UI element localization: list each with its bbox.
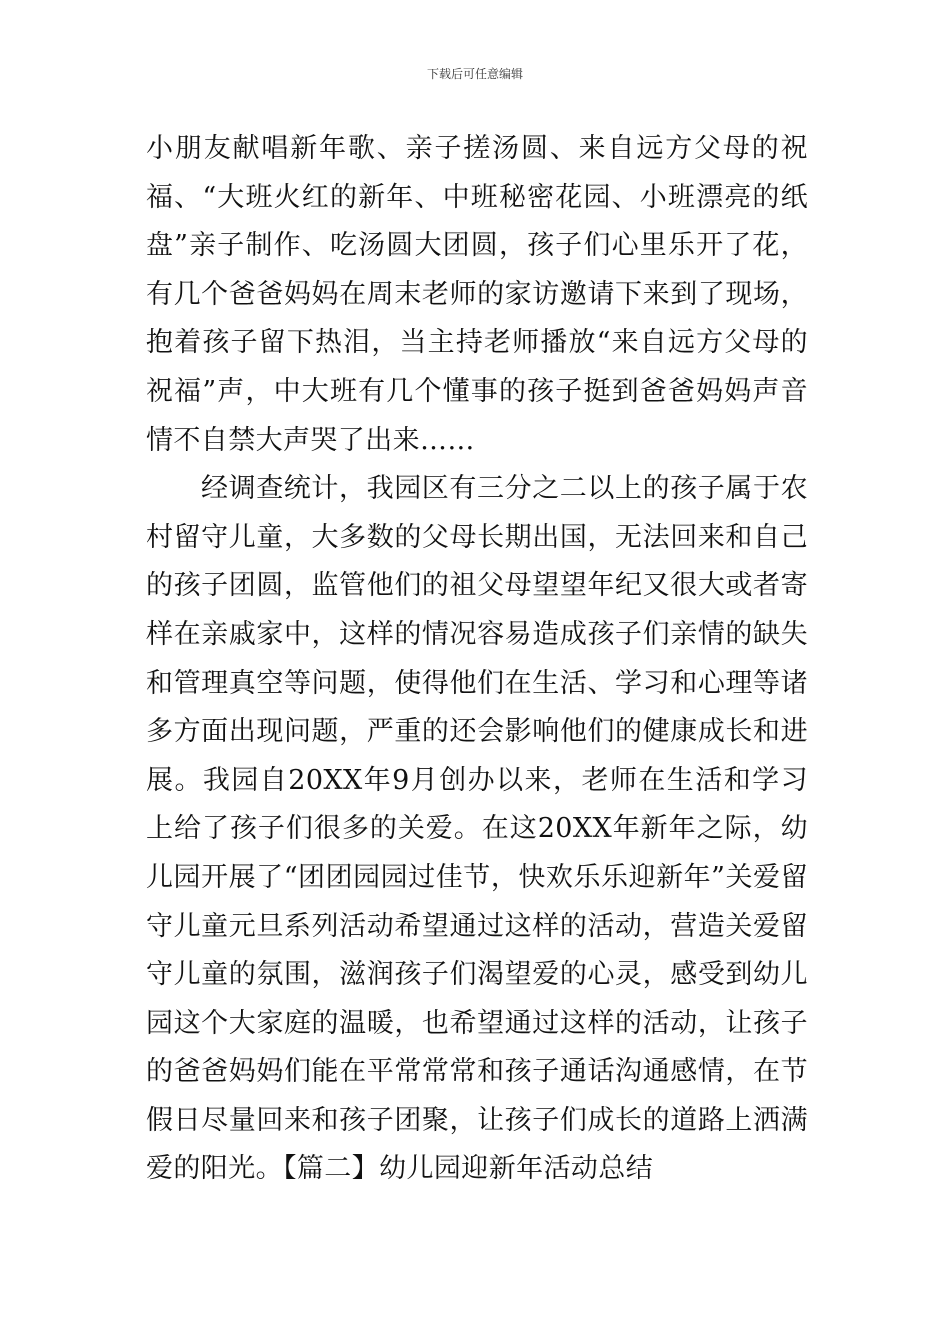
paragraph-1: 小朋友献唱新年歌、亲子搓汤圆、来自远方父母的祝福、“大班火红的新年、中班秘密花园、小班漂亮的纸盘”亲子制作、吃汤圆大团圆，孩子们心里乐开了花，有几个爸爸妈妈在周末老师的家访邀请下来到了现场，抱着孩子留下热泪，当主持老师播放“来自远方父母的祝福”声，中大班有几个懂事的孩子挺到爸爸妈妈声音情不自禁大声哭了出来…… bbox=[146, 133, 808, 456]
page-header-note: 下载后可任意编辑 bbox=[426, 67, 523, 81]
paragraph-2: 经调查统计，我园区有三分之二以上的孩子属于农村留守儿童，大多数的父母长期出国，无法回来和自己的孩子团圆，监管他们的祖父母望望年纪又很大或者寄样在亲戚家中，这样的情况容易造成孩子们亲情的缺失和管理真空等问题，使得他们在生活、学习和心理等诸多方面出现问题，严重的还会影响他们的健康成长和进展。我园自20XX年9月创办以来，老师在生活和学习上给了孩子们很多的关爱。在这20XX年新年之际，幼儿园开展了“团团园园过佳节，快欢乐乐迎新年”关爱留守儿童元旦系列活动希望通过这样的活动，营造关爱留守儿童的氛围，滋润孩子们渴望爱的心灵，感受到幼儿园这个大家庭的温暖，也希望通过这样的活动，让孩子的爸爸妈妈们能在平常常常和孩子通话沟通感情，在节假日尽量回来和孩子团聚，让孩子们成长的道路上洒满爱的阳光。【篇二】幼儿园迎新年活动总结 bbox=[146, 473, 808, 1185]
document-body bbox=[146, 125, 808, 1194]
